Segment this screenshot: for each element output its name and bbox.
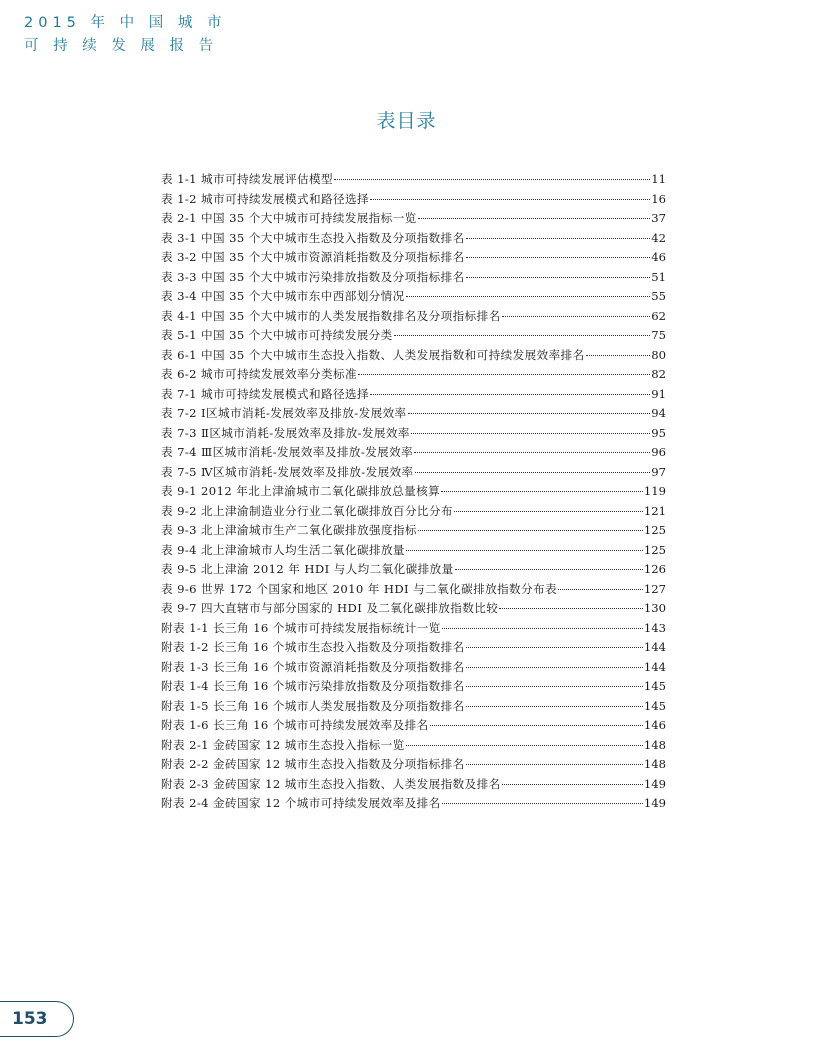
toc-entry-label: 表 9-5 北上津渝 2012 年 HDI 与人均二氧化碳排放量 (161, 562, 454, 576)
toc-entry-page: 145 (643, 698, 666, 713)
dot-leader (418, 529, 643, 531)
toc-entry-label: 表 9-3 北上津渝城市生产二氧化碳排放强度指标 (161, 523, 417, 537)
toc-entry-label: 表 9-6 世界 172 个国家和地区 2010 年 HDI 与二氧化碳排放指数分布表 (161, 581, 558, 596)
toc-entry[interactable] (161, 346, 666, 366)
toc-entry-label: 附表 1-5 长三角 16 个城市人类发展指数及分项指数排名 (161, 698, 465, 713)
toc-entry-label: 表 6-1 中国 35 个大中城市生态投入指数、人类发展指数和可持续发展效率排名 (161, 347, 585, 362)
toc-entry-page: 82 (651, 367, 666, 381)
toc-entry[interactable] (161, 248, 666, 268)
dot-leader (441, 490, 643, 492)
toc-entry[interactable] (161, 677, 666, 697)
dot-leader (499, 607, 643, 609)
toc-entry[interactable] (161, 775, 666, 795)
table-of-tables (161, 170, 666, 814)
toc-entry[interactable] (161, 404, 666, 424)
dot-leader (414, 451, 650, 453)
toc-entry-label: 附表 2-2 金砖国家 12 城市生态投入指数及分项指标排名 (161, 757, 465, 771)
toc-entry-label: 表 9-7 四大直辖市与部分国家的 HDI 及二氧化碳排放指数比较 (161, 601, 499, 615)
dot-leader (430, 724, 643, 726)
toc-entry-page: 75 (651, 328, 666, 342)
header-line-2: 可 持 续 发 展 报 告 (24, 38, 219, 54)
dot-leader (442, 802, 643, 804)
toc-entry-label: 表 7-1 城市可持续发展模式和路径选择 (161, 386, 369, 401)
dot-leader (411, 432, 650, 434)
toc-entry-page: 11 (651, 172, 666, 186)
toc-entry-label: 表 3-3 中国 35 个大中城市污染排放指数及分项指标排名 (161, 269, 465, 284)
toc-entry-page: 96 (651, 445, 666, 459)
toc-entry-label: 表 3-2 中国 35 个大中城市资源消耗指数及分项指标排名 (161, 250, 465, 264)
dot-leader (586, 354, 651, 356)
dot-leader (406, 295, 651, 297)
toc-entry-page: 94 (651, 406, 666, 420)
toc-entry-label: 附表 2-1 金砖国家 12 城市生态投入指标一览 (161, 737, 405, 752)
toc-entry[interactable] (161, 385, 666, 405)
toc-entry-label: 附表 2-3 金砖国家 12 城市生态投入指数、人类发展指数及排名 (161, 776, 501, 791)
dot-leader (370, 393, 650, 395)
dot-leader (466, 763, 643, 765)
dot-leader (466, 685, 643, 687)
toc-entry-page: 95 (651, 425, 666, 440)
toc-entry-page: 80 (651, 347, 666, 362)
toc-entry-label: 表 7-3 Ⅱ区城市消耗-发展效率及排放-发展效率 (161, 425, 410, 440)
dot-leader (358, 373, 650, 375)
toc-entry-label: 附表 1-6 长三角 16 个城市可持续发展效率及排名 (161, 718, 429, 732)
toc-entry[interactable] (161, 697, 666, 717)
toc-entry[interactable] (161, 268, 666, 288)
toc-entry[interactable] (161, 716, 666, 736)
dot-leader (502, 315, 651, 317)
dot-leader (466, 705, 643, 707)
toc-entry[interactable] (161, 307, 666, 327)
page-title: 表目录 (376, 110, 437, 132)
dot-leader (502, 783, 643, 785)
dot-leader (466, 237, 651, 239)
dot-leader (418, 217, 651, 219)
dot-leader (466, 256, 651, 258)
toc-entry-page: 46 (651, 250, 666, 264)
toc-entry-page: 51 (651, 269, 666, 284)
toc-entry-page: 149 (643, 776, 666, 791)
dot-leader (406, 744, 643, 746)
toc-entry-label: 附表 1-2 长三角 16 个城市生态投入指数及分项指数排名 (161, 640, 465, 654)
dot-leader (408, 412, 651, 414)
toc-entry-label: 表 9-2 北上津渝制造业分行业二氧化碳排放百分比分布 (161, 503, 453, 518)
toc-entry[interactable] (161, 521, 666, 541)
toc-entry-label: 表 5-1 中国 35 个大中城市可持续发展分类 (161, 328, 393, 342)
toc-entry-page: 126 (643, 562, 666, 576)
toc-entry-page: 119 (643, 484, 666, 498)
dot-leader (466, 276, 651, 278)
toc-entry-page: 42 (651, 230, 666, 245)
toc-entry[interactable] (161, 658, 666, 678)
toc-entry-page: 130 (643, 601, 666, 615)
toc-entry-page: 145 (643, 679, 666, 693)
toc-entry-page: 149 (643, 796, 666, 810)
toc-entry[interactable] (161, 463, 666, 483)
toc-entry[interactable] (161, 736, 666, 756)
toc-entry-label: 表 9-4 北上津渝城市人均生活二氧化碳排放量 (161, 542, 405, 557)
toc-entry-label: 表 1-2 城市可持续发展模式和路径选择 (161, 191, 369, 206)
toc-entry-label: 表 1-1 城市可持续发展评估模型 (161, 172, 333, 186)
dot-leader (370, 198, 650, 200)
toc-entry[interactable] (161, 794, 666, 814)
dot-leader (394, 334, 651, 336)
toc-entry[interactable] (161, 287, 666, 307)
toc-entry[interactable] (161, 580, 666, 600)
dot-leader (406, 549, 643, 551)
toc-entry[interactable] (161, 482, 666, 502)
dot-leader (334, 178, 650, 180)
toc-entry[interactable] (161, 619, 666, 639)
toc-entry[interactable] (161, 170, 666, 190)
toc-entry[interactable] (161, 326, 666, 346)
toc-entry-label: 附表 2-4 金砖国家 12 个城市可持续发展效率及排名 (161, 796, 441, 810)
toc-entry-page: 144 (643, 640, 666, 654)
toc-entry[interactable] (161, 755, 666, 775)
page-number: 153 (12, 1009, 48, 1029)
toc-entry-page: 148 (643, 757, 666, 771)
toc-entry-page: 55 (651, 289, 666, 303)
dot-leader (558, 588, 643, 590)
dot-leader (442, 627, 643, 629)
toc-entry[interactable] (161, 190, 666, 210)
toc-entry-label: 表 6-2 城市可持续发展效率分类标准 (161, 367, 357, 381)
toc-entry[interactable] (161, 424, 666, 444)
dot-leader (455, 568, 643, 570)
toc-entry-label: 表 3-4 中国 35 个大中城市东中西部划分情况 (161, 289, 405, 303)
toc-entry[interactable] (161, 502, 666, 522)
toc-entry-page: 16 (651, 191, 666, 206)
toc-entry[interactable] (161, 560, 666, 580)
toc-entry-page: 143 (643, 620, 666, 635)
toc-entry[interactable] (161, 443, 666, 463)
toc-entry-label: 表 7-2 Ⅰ区城市消耗-发展效率及排放-发展效率 (161, 406, 407, 420)
toc-entry[interactable] (161, 209, 666, 229)
toc-entry-label: 表 9-1 2012 年北上津渝城市二氧化碳排放总量核算 (161, 484, 441, 498)
toc-entry-page: 62 (651, 308, 666, 323)
dot-leader (466, 646, 643, 648)
report-header (24, 12, 226, 58)
header-line-1: 2015 年 中 国 城 市 (24, 15, 227, 31)
toc-entry[interactable] (161, 638, 666, 658)
toc-entry-page: 144 (643, 659, 666, 674)
toc-entry-page: 97 (651, 464, 666, 479)
toc-entry[interactable] (161, 229, 666, 249)
toc-entry-page: 148 (643, 737, 666, 752)
toc-entry-label: 表 2-1 中国 35 个大中城市可持续发展指标一览 (161, 211, 417, 225)
toc-entry-page: 146 (643, 718, 666, 732)
toc-entry[interactable] (161, 599, 666, 619)
toc-entry-label: 表 7-5 Ⅳ区城市消耗-发展效率及排放-发展效率 (161, 464, 414, 479)
toc-entry-label: 表 7-4 Ⅲ区城市消耗-发展效率及排放-发展效率 (161, 445, 414, 459)
toc-entry-page: 121 (643, 503, 666, 518)
toc-entry-page: 125 (643, 542, 666, 557)
toc-entry-page: 125 (643, 523, 666, 537)
toc-entry-label: 表 4-1 中国 35 个大中城市的人类发展指数排名及分项指标排名 (161, 308, 501, 323)
toc-entry-page: 127 (643, 581, 666, 596)
toc-entry-page: 91 (651, 386, 666, 401)
toc-entry-label: 表 3-1 中国 35 个大中城市生态投入指数及分项指数排名 (161, 230, 465, 245)
dot-leader (454, 510, 643, 512)
toc-entry-page: 37 (651, 211, 666, 225)
dot-leader (466, 666, 643, 668)
toc-entry[interactable] (161, 541, 666, 561)
toc-entry-label: 附表 1-3 长三角 16 个城市资源消耗指数及分项指数排名 (161, 659, 465, 674)
toc-entry[interactable] (161, 365, 666, 385)
toc-entry-label: 附表 1-4 长三角 16 个城市污染排放指数及分项指数排名 (161, 679, 465, 693)
toc-entry-label: 附表 1-1 长三角 16 个城市可持续发展指标统计一览 (161, 620, 441, 635)
dot-leader (415, 471, 651, 473)
